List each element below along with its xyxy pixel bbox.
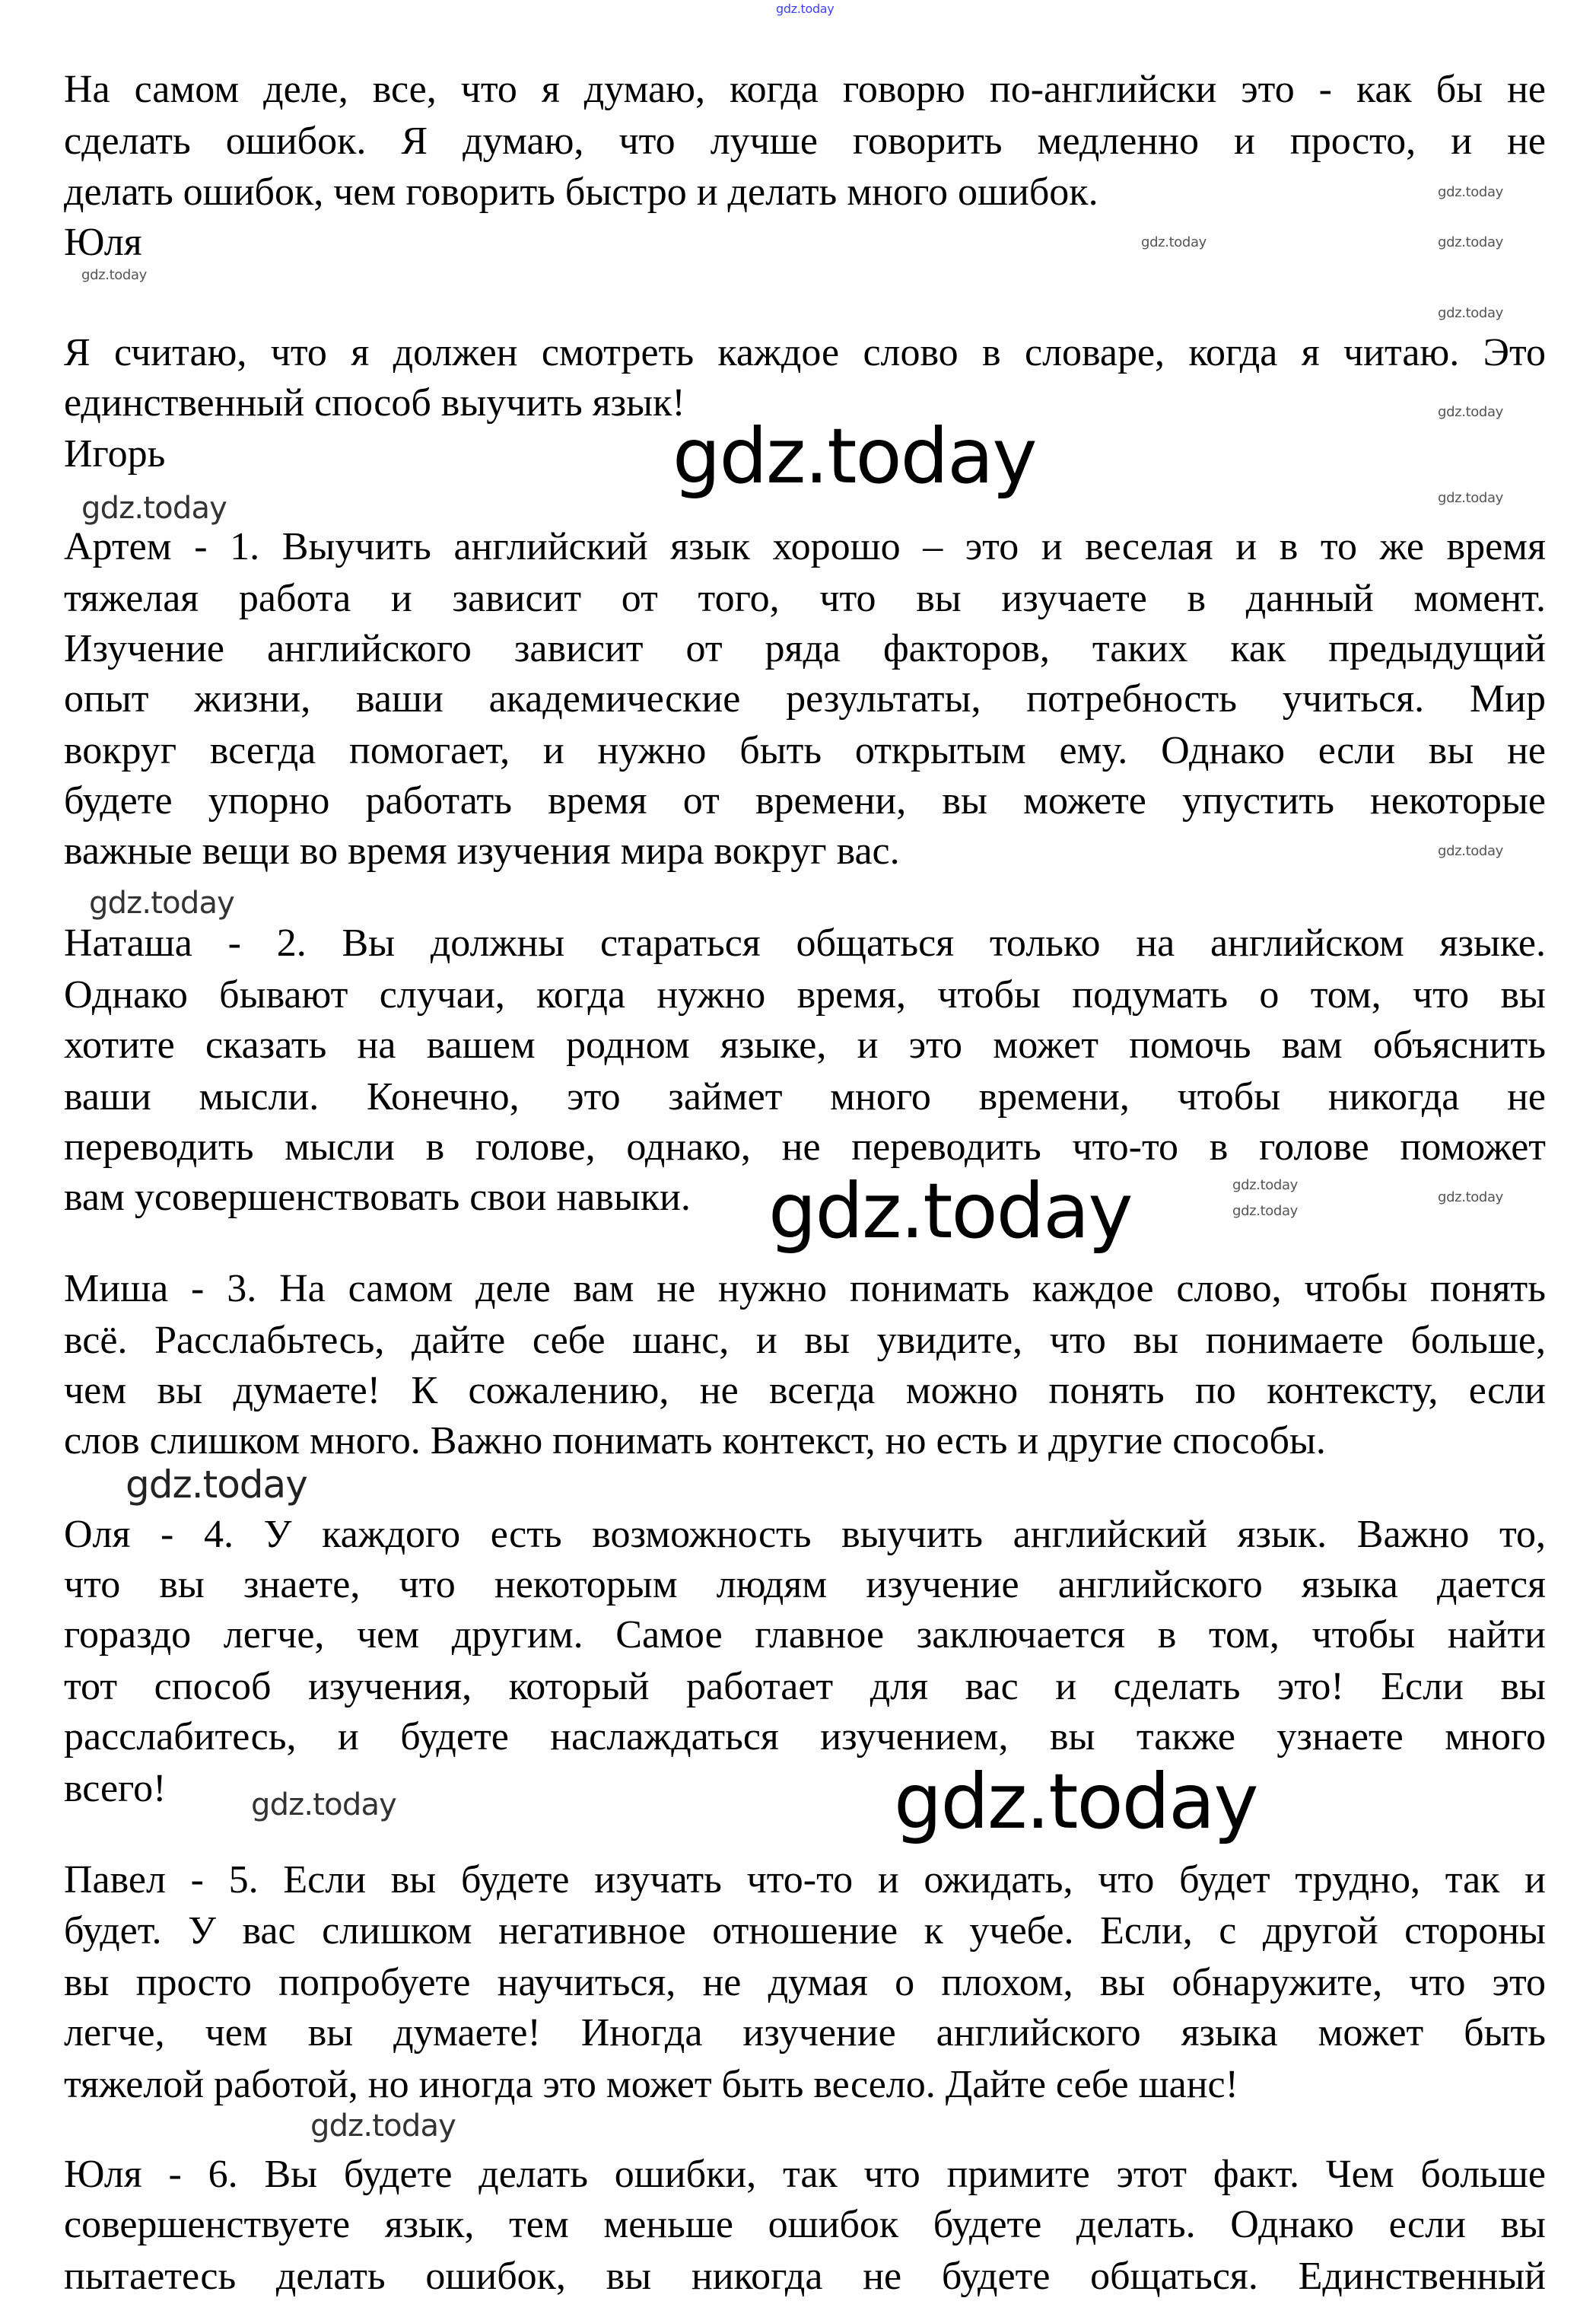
paragraph-line: Оля - 4. У каждого есть возможность выучить английский язык. Важно то, [64, 1513, 1546, 1556]
watermark: gdz.today [1232, 1203, 1298, 1219]
watermark: gdz.today [1438, 490, 1503, 506]
watermark: gdz.today [1438, 404, 1503, 420]
paragraph-line: Юля [64, 221, 142, 264]
paragraph-line: что вы знаете, что некоторым людям изучение английского языка дается [64, 1563, 1546, 1606]
paragraph-line: переводить мысли в голове, однако, не переводить что-то в голове поможет [64, 1125, 1546, 1169]
paragraph-line: тяжелая работа и зависит от того, что вы изучаете в данный момент. [64, 577, 1546, 620]
watermark: gdz.today [1438, 1189, 1503, 1205]
paragraph-line: будет. У вас слишком негативное отношение к учебе. Если, с другой стороны [64, 1909, 1546, 1953]
watermark: gdz.today [1141, 234, 1207, 250]
paragraph-line: совершенствуете язык, тем меньше ошибок будете делать. Однако если вы [64, 2203, 1546, 2246]
watermark: gdz.today [89, 886, 235, 921]
watermark: gdz.today [81, 267, 147, 283]
paragraph-line: вокруг всегда помогает, и нужно быть открытым ему. Однако если вы не [64, 729, 1546, 772]
paragraph-line: тот способ изучения, который работает для вас и сделать это! Если вы [64, 1665, 1546, 1708]
paragraph-line: Однако бывают случаи, когда нужно время, чтобы подумать о том, что вы [64, 973, 1546, 1017]
watermark: gdz.today [1438, 843, 1503, 859]
paragraph-line: расслабитесь, и будете наслаждаться изучением, вы также узнаете много [64, 1715, 1546, 1758]
paragraph-line: легче, чем вы думаете! Иногда изучение английского языка может быть [64, 2011, 1546, 2054]
watermark: gdz.today [776, 2, 835, 16]
paragraph-line: опыт жизни, ваши академические результаты, потребность учиться. Мир [64, 677, 1546, 721]
paragraph-line: Я считаю, что я должен смотреть каждое слово в словаре, когда я читаю. Это [64, 331, 1546, 374]
watermark: gdz.today [1438, 184, 1503, 200]
paragraph-line: важные вещи во время изучения мира вокруг вас. [64, 829, 900, 873]
paragraph-line: делать ошибок, чем говорить быстро и делать много ошибок. [64, 170, 1098, 214]
paragraph-line: хотите сказать на вашем родном языке, и это может помочь вам объяснить [64, 1023, 1546, 1067]
watermark: gdz.today [310, 2109, 456, 2144]
paragraph-line: Миша - 3. На самом деле вам не нужно понимать каждое слово, чтобы понять [64, 1267, 1546, 1310]
paragraph-line: Изучение английского зависит от ряда факторов, таких как предыдущий [64, 627, 1546, 670]
watermark: gdz.today [81, 491, 227, 526]
paragraph-line: ваши мысли. Конечно, это займет много времени, чтобы никогда не [64, 1075, 1546, 1119]
paragraph-line: тяжелой работой, но иногда это может быть весело. Дайте себе шанс! [64, 2063, 1238, 2106]
paragraph-line: вам усовершенствовать свои навыки. [64, 1176, 691, 1219]
watermark: gdz.today [1232, 1177, 1298, 1193]
paragraph-line: вы просто попробуете научиться, не думая о плохом, вы обнаружите, что это [64, 1961, 1546, 2004]
paragraph-line: всего! [64, 1767, 167, 1810]
watermark: gdz.today [768, 1166, 1132, 1256]
paragraph-line: Игорь [64, 432, 166, 476]
paragraph-line: Наташа - 2. Вы должны стараться общаться только на английском языке. [64, 921, 1546, 965]
watermark: gdz.today [251, 1787, 397, 1822]
paragraph-line: Павел - 5. Если вы будете изучать что-то и ожидать, что будет трудно, так и [64, 1858, 1546, 1902]
paragraph-line: гораздо легче, чем другим. Самое главное заключается в том, чтобы найти [64, 1613, 1546, 1657]
paragraph-line: всё. Расслабьтесь, дайте себе шанс, и вы увидите, что вы понимаете больше, [64, 1319, 1546, 1362]
paragraph-line: пытаетесь делать ошибок, вы никогда не будете общаться. Единственный [64, 2255, 1546, 2298]
watermark: gdz.today [672, 412, 1036, 501]
watermark: gdz.today [1438, 234, 1503, 250]
watermark: gdz.today [126, 1462, 307, 1507]
watermark: gdz.today [1438, 305, 1503, 321]
paragraph-line: слов слишком много. Важно понимать контекст, но есть и другие способы. [64, 1419, 1326, 1462]
paragraph-line: сделать ошибок. Я думаю, что лучше говорить медленно и просто, и не [64, 119, 1546, 163]
paragraph-line: будете упорно работать время от времени, вы можете упустить некоторые [64, 779, 1546, 823]
watermark: gdz.today [894, 1757, 1257, 1846]
paragraph-line: единственный способ выучить язык! [64, 381, 685, 425]
paragraph-line: чем вы думаете! К сожалению, не всегда можно понять по контексту, если [64, 1369, 1546, 1412]
paragraph-line: На самом деле, все, что я думаю, когда говорю по-английски это - как бы не [64, 68, 1546, 111]
paragraph-line: Артем - 1. Выучить английский язык хорошо – это и веселая и в то же время [64, 525, 1546, 568]
paragraph-line: Юля - 6. Вы будете делать ошибки, так что примите этот факт. Чем больше [64, 2153, 1546, 2196]
